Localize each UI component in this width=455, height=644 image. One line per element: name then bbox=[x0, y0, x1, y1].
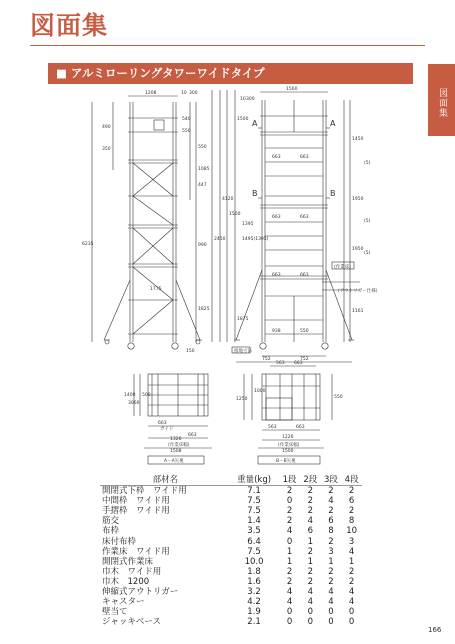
weight-cell: 3.2 bbox=[247, 586, 261, 597]
side-view-drawing bbox=[232, 92, 360, 362]
table-row bbox=[100, 607, 362, 617]
quantity-cell: 6 bbox=[307, 526, 313, 537]
bb-top-width-1: 563 bbox=[276, 361, 285, 366]
quantity-cell: 2 bbox=[348, 566, 355, 577]
quantity-cell: 2 bbox=[328, 566, 334, 577]
front-height-dim-9: 1500 bbox=[237, 117, 249, 122]
quantity-cell: 4 bbox=[286, 526, 293, 537]
side-right-small-1: (5) bbox=[364, 161, 371, 166]
side-mark-b-right: B bbox=[330, 189, 336, 198]
side-tab-label: 図面集 bbox=[437, 88, 447, 118]
part-name-cell: 床付布枠 bbox=[102, 536, 137, 547]
quantity-cell: 1 bbox=[286, 546, 293, 557]
quantity-cell: 6 bbox=[348, 496, 355, 507]
quantity-cell: 0 bbox=[286, 617, 293, 628]
table-row bbox=[100, 617, 362, 627]
bb-height-dim-2: 1000 bbox=[254, 389, 266, 394]
quantity-cell: 2 bbox=[348, 506, 355, 517]
part-name-cell: 中間枠 ワイド用 bbox=[102, 496, 170, 507]
quantity-cell: 0 bbox=[307, 617, 313, 628]
front-top-width: 1208 bbox=[145, 91, 157, 96]
front-total-height: 6235 bbox=[82, 242, 94, 247]
quantity-cell: 2 bbox=[348, 486, 355, 497]
aa-height-dim-3: 500 bbox=[142, 393, 151, 398]
side-top-width: 1560 bbox=[286, 87, 298, 92]
weight-cell: 1.9 bbox=[247, 607, 261, 618]
aa-height-dim-1: 1400 bbox=[124, 393, 136, 398]
quantity-cell: 2 bbox=[286, 516, 293, 527]
bb-bottom-width-1: 1226 bbox=[282, 435, 294, 440]
table-row bbox=[100, 557, 362, 567]
front-height-dim-10: 1875 bbox=[237, 317, 249, 322]
part-name-cell: キャスター bbox=[102, 597, 145, 608]
table-row bbox=[100, 526, 362, 536]
front-height-dim-8: 1825 bbox=[198, 307, 210, 312]
side-inner-width-5: 663 bbox=[272, 273, 281, 278]
weight-cell: 1.6 bbox=[247, 576, 261, 587]
side-bottom-width-2: 550 bbox=[300, 329, 309, 334]
bb-height-dim-1: 1250 bbox=[236, 397, 248, 402]
quantity-cell: 2 bbox=[328, 506, 334, 517]
quantity-cell: 0 bbox=[348, 607, 355, 618]
quantity-cell: 2 bbox=[307, 506, 313, 517]
quantity-cell: 3 bbox=[328, 546, 334, 557]
side-outrigger-note: (アウトリガー仕様) bbox=[338, 289, 378, 294]
part-name-cell: 壁当て bbox=[102, 607, 128, 618]
quantity-cell: 0 bbox=[286, 607, 293, 618]
aa-height-dim-2: 3060 bbox=[128, 401, 140, 406]
col-header-part: 部材名 bbox=[100, 473, 229, 486]
quantity-cell: 2 bbox=[328, 536, 334, 547]
quantity-cell: 8 bbox=[348, 516, 355, 527]
page-title: 図面集 bbox=[30, 11, 109, 40]
bb-inner-width-2: 663 bbox=[296, 425, 305, 430]
part-name-cell: 作業床 ワイド用 bbox=[102, 546, 170, 557]
front-right-dim-2: 550 bbox=[182, 129, 191, 134]
part-name-cell: 手摺枠 ワイド用 bbox=[102, 506, 170, 517]
weight-cell: 4.2 bbox=[247, 597, 261, 608]
aa-inner-width-2: 663 bbox=[188, 433, 197, 438]
side-right-small-2: (5) bbox=[364, 219, 371, 224]
quantity-cell: 4 bbox=[348, 546, 355, 557]
table-row bbox=[100, 597, 362, 607]
quantity-cell: 4 bbox=[307, 586, 313, 597]
quantity-cell: 1 bbox=[286, 556, 293, 567]
side-top-left-1: 10 bbox=[240, 97, 246, 102]
side-inner-width-6: 663 bbox=[300, 273, 309, 278]
quantity-cell: 4 bbox=[286, 597, 293, 608]
part-name-cell: 筋交 bbox=[102, 516, 120, 527]
bb-height-dim-3: 550 bbox=[334, 395, 343, 400]
quantity-cell: 2 bbox=[307, 566, 313, 577]
quantity-cell: 2 bbox=[307, 546, 313, 557]
front-view-drawing bbox=[92, 90, 235, 349]
side-right-small-3: (5) bbox=[364, 251, 371, 256]
side-right-dim-4: 1161 bbox=[352, 309, 364, 314]
front-height-dim-1: 550 bbox=[198, 145, 207, 150]
quantity-cell: 2 bbox=[286, 566, 293, 577]
weight-cell: 7.5 bbox=[247, 546, 261, 557]
part-name-cell: 巾木 1200 bbox=[102, 576, 150, 587]
side-col-label-2: 1495(1395) bbox=[242, 237, 269, 242]
side-inner-width-2: 663 bbox=[300, 155, 309, 160]
aa-bottom-width-2: 1508 bbox=[170, 449, 182, 454]
aa-mid-label: ガイド bbox=[160, 427, 174, 432]
quantity-cell: 4 bbox=[328, 496, 334, 507]
part-name-cell: 伸縮式アウトリガー bbox=[102, 586, 179, 597]
quantity-cell: 2 bbox=[348, 576, 355, 587]
col-header-4: 4段 bbox=[341, 473, 362, 486]
quantity-cell: 3 bbox=[348, 536, 355, 547]
bb-inner-width-1: 563 bbox=[268, 425, 277, 430]
quantity-cell: 0 bbox=[328, 617, 334, 628]
side-right-dim-1: 1450 bbox=[352, 137, 364, 142]
quantity-cell: 4 bbox=[307, 597, 313, 608]
front-left-dim-1: 490 bbox=[102, 125, 111, 130]
front-brace-label: 1775 bbox=[150, 287, 162, 292]
front-height-dim-6: 2450 bbox=[214, 237, 226, 242]
side-bottom-width-3: 752 bbox=[262, 357, 271, 362]
side-col-label-1: 1395 bbox=[242, 222, 254, 227]
part-name-cell: 開閉式作業床 bbox=[102, 556, 154, 567]
aa-bottom-width-1: 1326 bbox=[170, 437, 182, 442]
page-number: 166 bbox=[428, 626, 442, 634]
weight-cell: 7.1 bbox=[247, 486, 261, 497]
col-header-3: 3段 bbox=[321, 473, 342, 486]
weight-cell: 7.5 bbox=[247, 506, 261, 517]
quantity-cell: 2 bbox=[328, 486, 334, 497]
quantity-cell: 2 bbox=[307, 486, 313, 497]
table-row bbox=[100, 486, 362, 497]
quantity-cell: 4 bbox=[286, 586, 293, 597]
table-row bbox=[100, 577, 362, 587]
col-header-weight: 重量(kg) bbox=[229, 473, 279, 486]
table-row bbox=[100, 547, 362, 557]
quantity-cell: 0 bbox=[307, 607, 313, 618]
bb-bottom-width-2: 1500 bbox=[282, 449, 294, 454]
quantity-cell: 4 bbox=[328, 586, 334, 597]
front-height-dim-2: 1085 bbox=[198, 167, 210, 172]
front-height-dim-5: 1500 bbox=[229, 212, 241, 217]
quantity-cell: 4 bbox=[348, 586, 355, 597]
side-mark-a-right: A bbox=[330, 119, 336, 128]
front-bottom-dim: 150 bbox=[186, 349, 195, 354]
aa-inner-width-1: 663 bbox=[158, 421, 167, 426]
parts-table-body bbox=[100, 486, 362, 628]
quantity-cell: 1 bbox=[307, 556, 313, 567]
quantity-cell: 4 bbox=[348, 597, 355, 608]
weight-cell: 1.4 bbox=[247, 516, 261, 527]
col-header-2: 2段 bbox=[300, 473, 321, 486]
weight-cell: 7.5 bbox=[247, 496, 261, 507]
aa-section-label: A－A矢視 bbox=[164, 459, 184, 464]
table-row bbox=[100, 506, 362, 516]
quantity-cell: 0 bbox=[286, 536, 293, 547]
table-row bbox=[100, 496, 362, 506]
quantity-cell: 8 bbox=[328, 526, 334, 537]
weight-cell: 10.0 bbox=[244, 556, 264, 567]
section-title: ■ アルミローリングタワーワイドタイプ bbox=[48, 63, 413, 84]
quantity-cell: 0 bbox=[328, 607, 334, 618]
bb-top-width-2: 663 bbox=[294, 361, 303, 366]
quantity-cell: 4 bbox=[328, 597, 334, 608]
side-legend-box: (作業床) bbox=[334, 265, 352, 270]
front-top-dim-2: 300 bbox=[189, 91, 198, 96]
table-row bbox=[100, 516, 362, 526]
table-row bbox=[100, 536, 362, 546]
quantity-cell: 1 bbox=[307, 536, 313, 547]
weight-cell: 2.1 bbox=[247, 617, 261, 628]
side-mark-b-left: B bbox=[252, 189, 258, 198]
side-right-dim-3: 1950 bbox=[352, 247, 364, 252]
parts-table bbox=[100, 473, 362, 627]
front-right-dim-1: 540 bbox=[182, 117, 191, 122]
quantity-cell: 2 bbox=[286, 576, 293, 587]
side-ground-label: 接地寸法 bbox=[234, 349, 252, 354]
side-mark-a-left: A bbox=[252, 119, 258, 128]
quantity-cell: 2 bbox=[286, 486, 293, 497]
quantity-cell: 2 bbox=[328, 576, 334, 587]
col-header-1: 1段 bbox=[279, 473, 300, 486]
side-inner-width-3: 663 bbox=[272, 215, 281, 220]
bb-section-label: B－B矢視 bbox=[276, 459, 296, 464]
front-height-dim-4: 4120 bbox=[222, 197, 234, 202]
side-inner-width-1: 663 bbox=[272, 155, 281, 160]
quantity-cell: 2 bbox=[307, 496, 313, 507]
front-height-dim-3: 447 bbox=[198, 183, 207, 188]
quantity-cell: 0 bbox=[286, 496, 293, 507]
part-name-cell: 開閉式下枠 ワイド用 bbox=[102, 486, 187, 497]
bb-bottom-label: (作業床幅) bbox=[278, 443, 300, 448]
side-bottom-width-1: 938 bbox=[272, 329, 281, 334]
table-header-row bbox=[100, 473, 362, 486]
quantity-cell: 2 bbox=[286, 506, 293, 517]
quantity-cell: 1 bbox=[348, 556, 355, 567]
aa-bottom-label: (作業床幅) bbox=[168, 443, 190, 448]
front-left-dim-2: 350 bbox=[102, 147, 111, 152]
front-top-dim-1: 10 bbox=[181, 91, 187, 96]
quantity-cell: 10 bbox=[346, 526, 358, 537]
weight-cell: 3.5 bbox=[247, 526, 261, 537]
table-row bbox=[100, 587, 362, 597]
side-right-dim-2: 1950 bbox=[352, 197, 364, 202]
front-height-dim-7: 990 bbox=[198, 243, 207, 248]
part-name-cell: ジャッキベース bbox=[102, 617, 161, 628]
weight-cell: 6.4 bbox=[247, 536, 261, 547]
side-inner-width-4: 663 bbox=[300, 215, 309, 220]
quantity-cell: 2 bbox=[307, 576, 313, 587]
side-top-left-2: 300 bbox=[246, 97, 255, 102]
part-name-cell: 巾木 ワイド用 bbox=[102, 566, 162, 577]
quantity-cell: 1 bbox=[328, 556, 334, 567]
part-name-cell: 布枠 bbox=[102, 526, 120, 537]
quantity-cell: 6 bbox=[328, 516, 334, 527]
table-row bbox=[100, 567, 362, 577]
weight-cell: 1.8 bbox=[247, 566, 261, 577]
quantity-cell: 0 bbox=[348, 617, 355, 628]
side-bottom-width-4: 752 bbox=[300, 357, 309, 362]
quantity-cell: 4 bbox=[307, 516, 313, 527]
